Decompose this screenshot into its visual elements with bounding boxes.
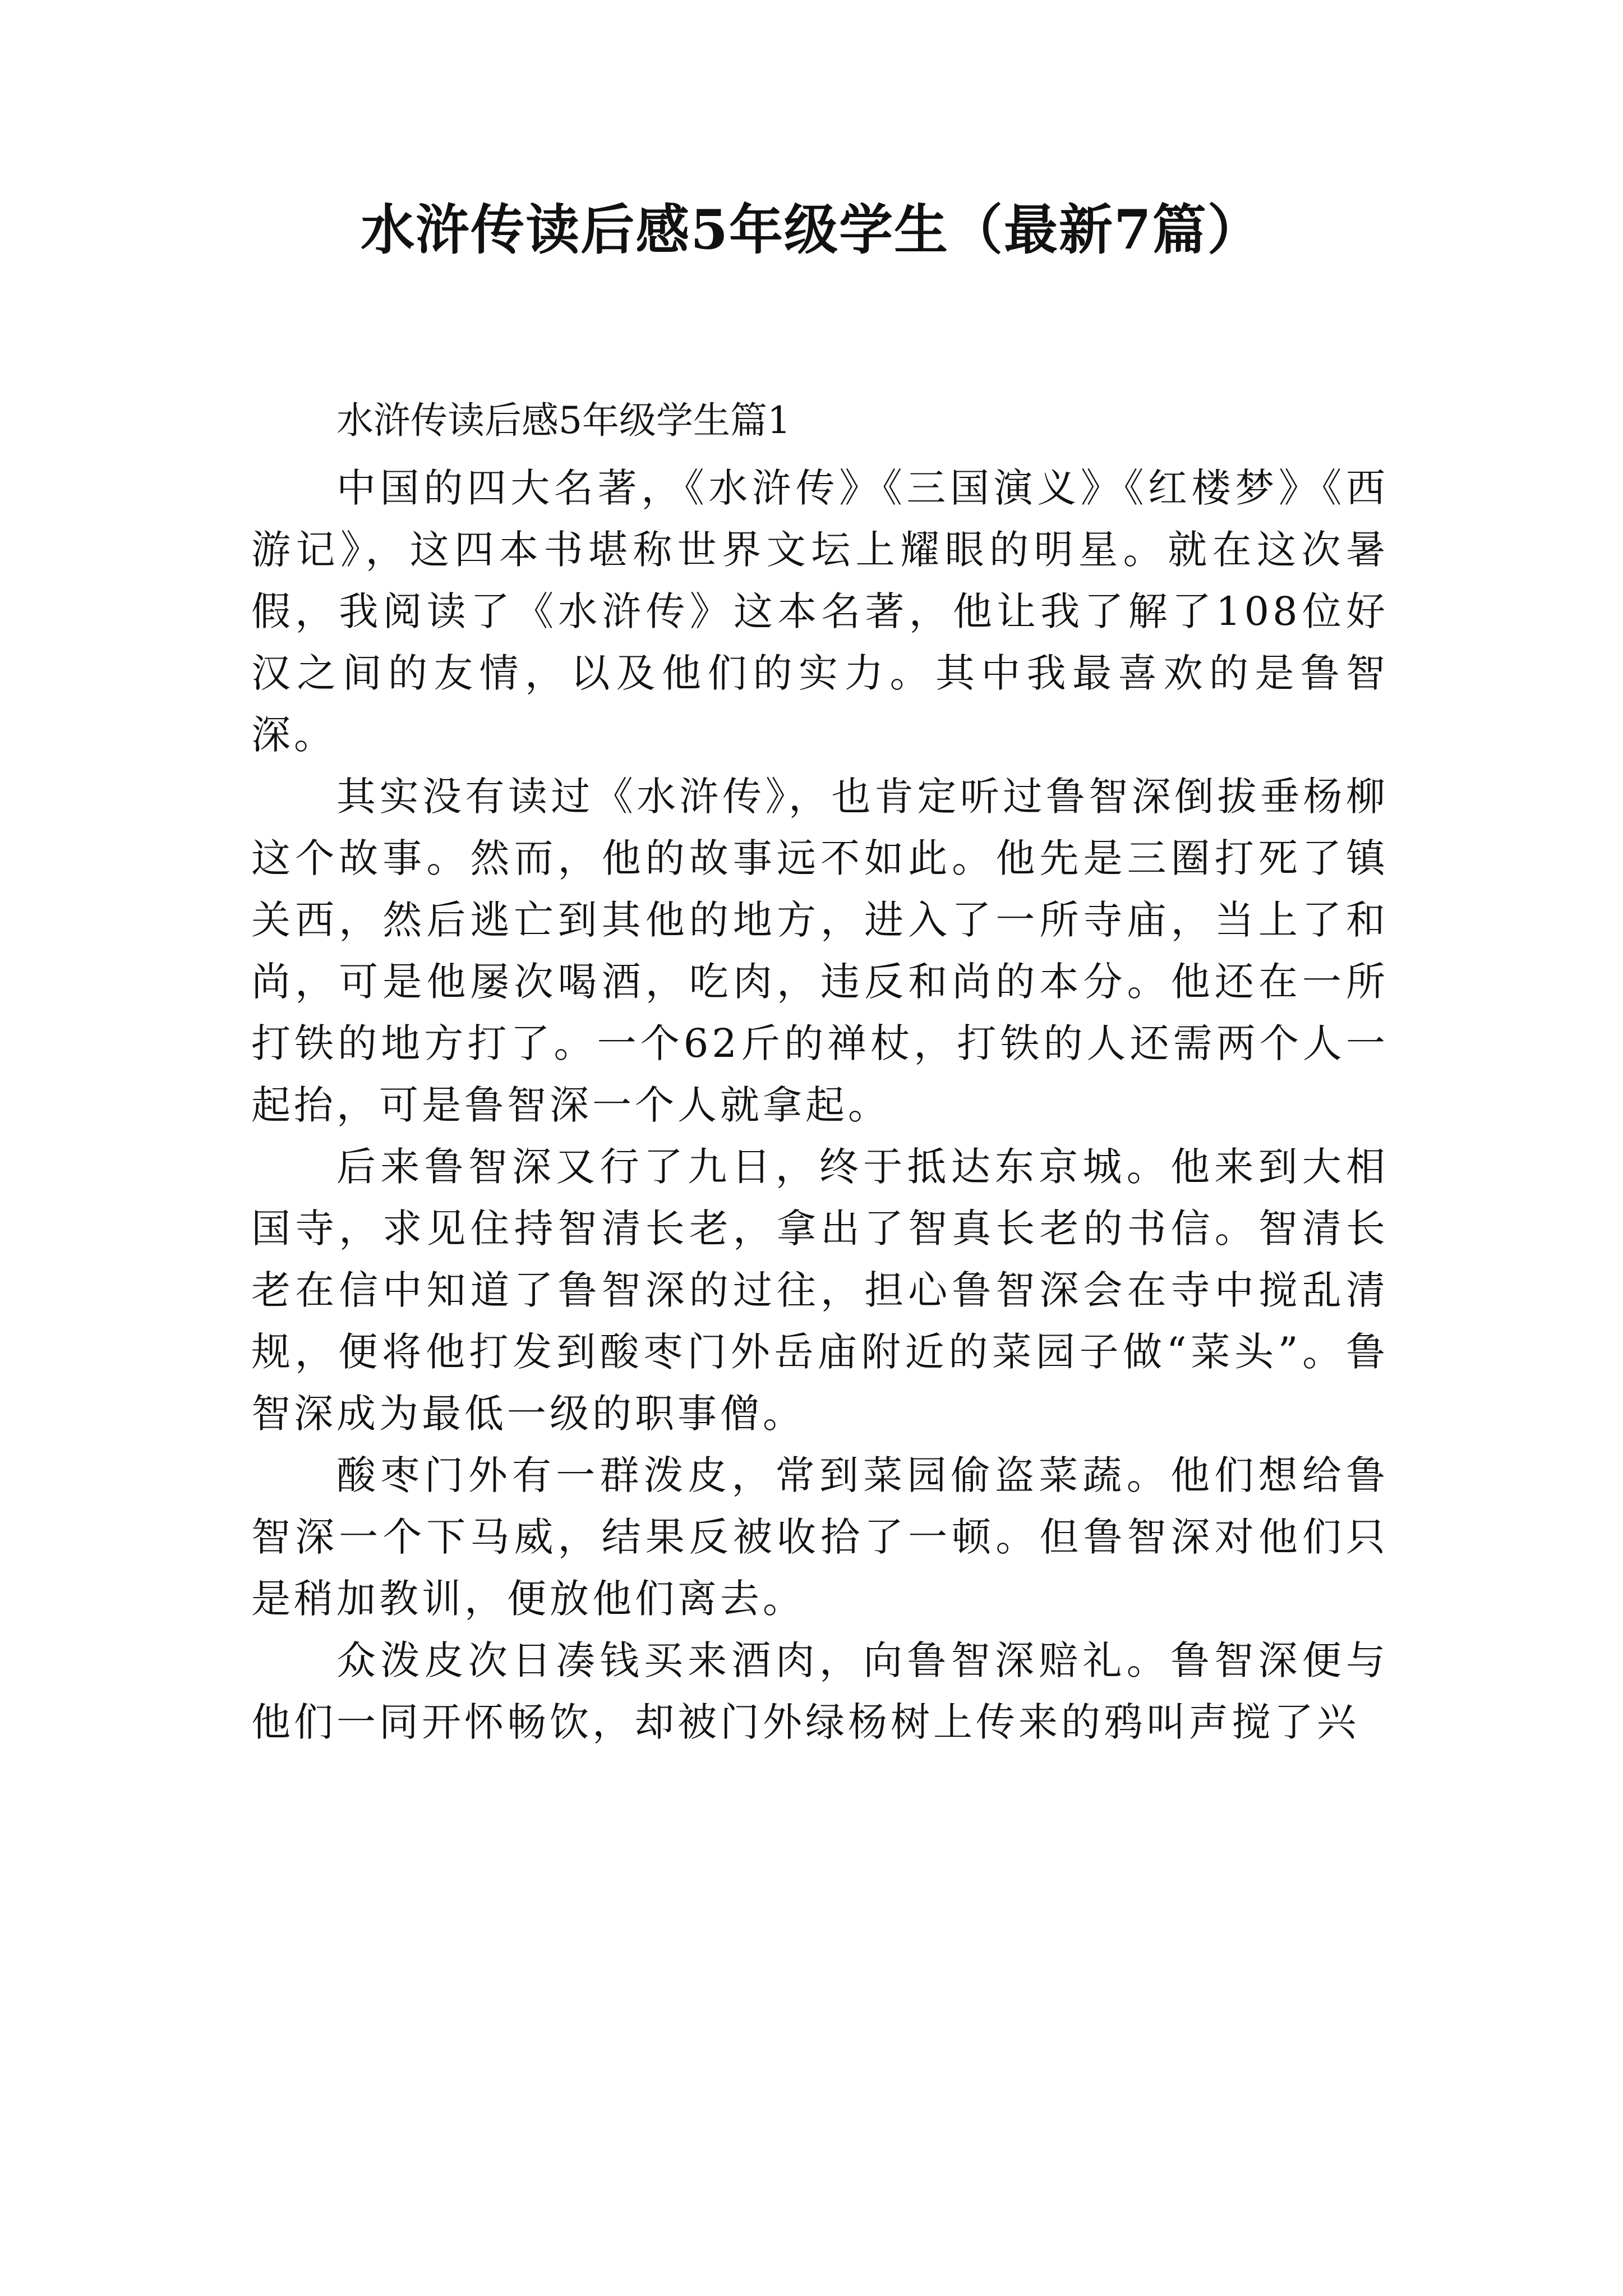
paragraph-1: 中国的四大名著，《水浒传》《三国演义》《红楼梦》《西游记》，这四本书堪称世界文坛上耀眼的明星。就在这次暑假，我阅读了《水浒传》这本名著，他让我了解了108位好汉之间的友情，以及他们的实力。其中我最喜欢的是鲁智深。 (251, 465, 1389, 758)
section-heading: 水浒传读后感5年级学生篇1 (336, 399, 791, 442)
paragraph-3: 后来鲁智深又行了九日，终于抵达东京城。他来到大相国寺，求见住持智清长老，拿出了智真长老的书信。智清长老在信中知道了鲁智深的过往，担心鲁智深会在寺中搅乱清规，便将他打发到酸枣门外岳庙附近的菜园子做“菜头”。鲁智深成为最低一级的职事僧。 (251, 1144, 1389, 1437)
paragraph-4: 酸枣门外有一群泼皮，常到菜园偷盗菜蔬。他们想给鲁智深一个下马威，结果反被收拾了一顿。但鲁智深对他们只是稍加教训，便放他们离去。 (251, 1452, 1389, 1622)
document-body (251, 390, 1389, 1753)
paragraph-2: 其实没有读过《水浒传》，也肯定听过鲁智深倒拔垂杨柳这个故事。然而，他的故事远不如此。他先是三圈打死了镇关西，然后逃亡到其他的地方，进入了一所寺庙，当上了和尚，可是他屡次喝酒，吃肉，违反和尚的本分。他还在一所打铁的地方打了。一个62斤的禅杖，打铁的人还需两个人一起抬，可是鲁智深一个人就拿起。 (251, 774, 1389, 1128)
document-title: 水浒传读后感5年级学生（最新7篇） (361, 198, 1262, 261)
paragraph-5: 众泼皮次日凑钱买来酒肉，向鲁智深赔礼。鲁智深便与他们一同开怀畅饮，却被门外绿杨树上传来的鸦叫声搅了兴 (251, 1637, 1389, 1745)
